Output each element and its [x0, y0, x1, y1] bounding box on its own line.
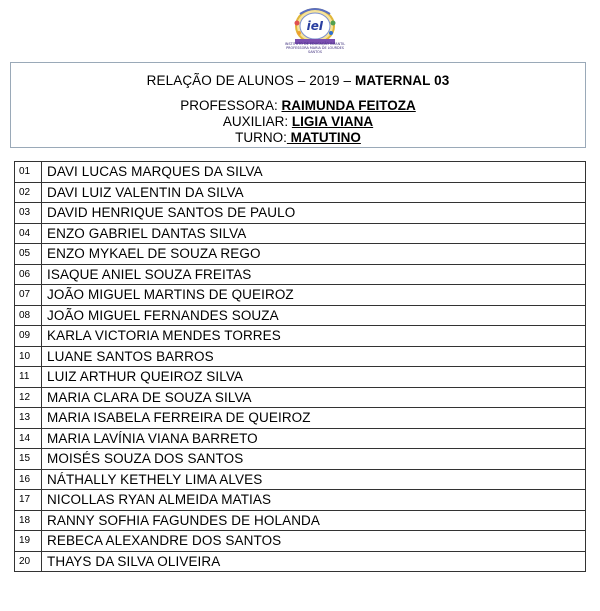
student-name: THAYS DA SILVA OLIVEIRA [42, 551, 586, 572]
table-row [15, 223, 586, 244]
student-name: LUIZ ARTHUR QUEIROZ SILVA [42, 367, 586, 388]
table-row [15, 531, 586, 552]
student-name: RANNY SOFHIA FAGUNDES DE HOLANDA [42, 510, 586, 531]
row-number: 17 [15, 490, 42, 511]
shift-value: MATUTINO [286, 130, 361, 145]
row-number: 15 [15, 449, 42, 470]
shift-line [11, 130, 585, 145]
table-row [15, 490, 586, 511]
assistant-label: AUXILIAR: [222, 114, 289, 129]
student-name: MARIA ISABELA FERREIRA DE QUEIROZ [42, 408, 586, 429]
table-row [15, 367, 586, 388]
student-name: JOÃO MIGUEL FERNANDES SOUZA [42, 305, 586, 326]
table-row [15, 408, 586, 429]
table-row [15, 387, 586, 408]
student-name: DAVID HENRIQUE SANTOS DE PAULO [42, 203, 586, 224]
student-name: ENZO MYKAEL DE SOUZA REGO [42, 244, 586, 265]
student-name: KARLA VICTORIA MENDES TORRES [42, 326, 586, 347]
row-number: 08 [15, 305, 42, 326]
page-title [11, 73, 585, 88]
shift-label: TURNO: [235, 130, 287, 145]
assistant-name: LIGIA VIANA [291, 114, 374, 129]
student-table [14, 161, 586, 572]
row-number: 01 [15, 162, 42, 183]
row-number: 02 [15, 182, 42, 203]
table-row [15, 510, 586, 531]
row-number: 16 [15, 469, 42, 490]
table-row [15, 428, 586, 449]
row-number: 12 [15, 387, 42, 408]
row-number: 19 [15, 531, 42, 552]
logo-subtitle: INSTITUTO DE EDUCAÇÃO INFANTIL PROFESSORA MARIA DE LOURDES SANTOS [284, 42, 346, 54]
row-number: 04 [15, 223, 42, 244]
student-name: REBECA ALEXANDRE DOS SANTOS [42, 531, 586, 552]
student-name: MARIA CLARA DE SOUZA SILVA [42, 387, 586, 408]
student-name: ENZO GABRIEL DANTAS SILVA [42, 223, 586, 244]
teacher-line [11, 98, 585, 113]
student-name: DAVI LUIZ VALENTIN DA SILVA [42, 182, 586, 203]
student-name: MOISÉS SOUZA DOS SANTOS [42, 449, 586, 470]
student-name: DAVI LUCAS MARQUES DA SILVA [42, 162, 586, 183]
class-header [10, 62, 586, 148]
table-row [15, 346, 586, 367]
table-row [15, 162, 586, 183]
student-name: LUANE SANTOS BARROS [42, 346, 586, 367]
table-row [15, 449, 586, 470]
row-number: 14 [15, 428, 42, 449]
logo-text: ieI [306, 19, 324, 33]
table-row [15, 285, 586, 306]
student-name: NICOLLAS RYAN ALMEIDA MATIAS [42, 490, 586, 511]
table-row [15, 551, 586, 572]
table-row [15, 469, 586, 490]
row-number: 06 [15, 264, 42, 285]
row-number: 18 [15, 510, 42, 531]
student-name: ISAQUE ANIEL SOUZA FREITAS [42, 264, 586, 285]
student-name: JOÃO MIGUEL MARTINS DE QUEIROZ [42, 285, 586, 306]
table-row [15, 203, 586, 224]
teacher-label: PROFESSORA: [180, 98, 278, 113]
row-number: 20 [15, 551, 42, 572]
title-prefix: RELAÇÃO DE ALUNOS – 2019 – [146, 73, 352, 88]
student-name: NÁTHALLY KETHELY LIMA ALVES [42, 469, 586, 490]
row-number: 05 [15, 244, 42, 265]
table-row [15, 264, 586, 285]
row-number: 07 [15, 285, 42, 306]
table-row [15, 182, 586, 203]
student-name: MARIA LAVÍNIA VIANA BARRETO [42, 428, 586, 449]
row-number: 10 [15, 346, 42, 367]
assistant-line [11, 114, 585, 129]
table-row [15, 326, 586, 347]
table-row [15, 244, 586, 265]
table-row [15, 305, 586, 326]
row-number: 13 [15, 408, 42, 429]
teacher-name: RAIMUNDA FEITOZA [281, 98, 416, 113]
row-number: 09 [15, 326, 42, 347]
row-number: 03 [15, 203, 42, 224]
row-number: 11 [15, 367, 42, 388]
class-name: MATERNAL 03 [354, 73, 450, 88]
